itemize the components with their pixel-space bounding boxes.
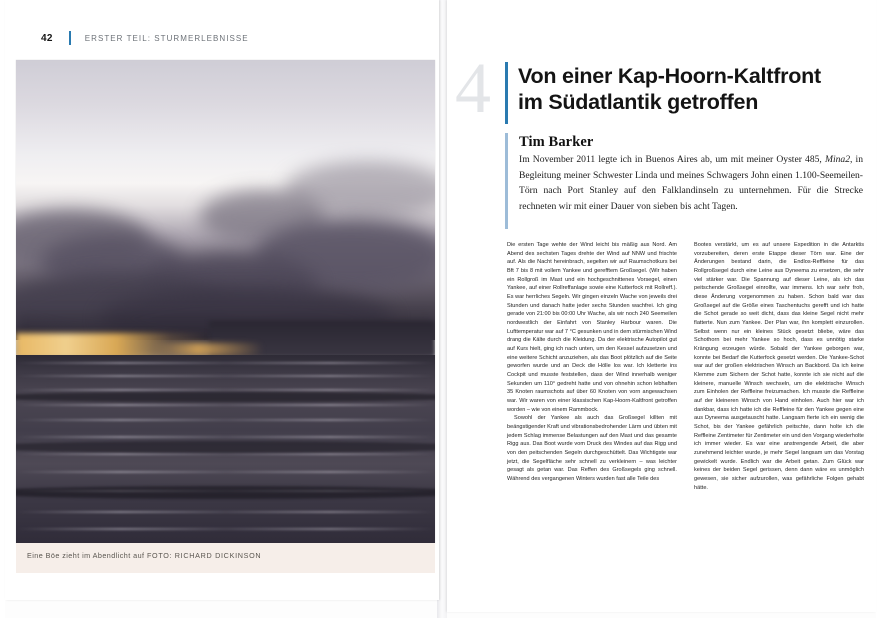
wave-sheen [16,436,435,438]
wave-sheen [16,375,435,377]
intro-rule [505,133,508,229]
photo-caption [27,551,261,560]
body-text-columns [507,241,865,561]
running-head-rule [69,31,71,45]
running-head-label: ERSTER TEIL: STURMERLEBNISSE [84,33,249,43]
chapter-title [518,64,868,116]
body-paragraph: Bootes verstärkt, um es auf unsere Expedition in die Antarktis vorzubereiten, deren erste Etappe dieser Törn war. Eine der Änderungen bestand darin, die Endlos-Reffleine für das Rollgroßsegel durch eine Leine aus Dyneema zu ersetzen, die sehr viel stärker war. Die Spannung auf dieser Leine, als ich das peitschende Großsegel einrollte, war immens. Ich war sehr froh, diese Änderung vorgenommen zu haben. Schon bald war das Großsegel auf die Größe eines Taschentuchs gerefft und ich hatte die Schot gerade so weit dicht, dass das kleine Segel nicht mehr flatterte. Nun zum Yankee. Der Plan war, ihn komplett einzurollen. Selbst wenn nur ein kleines Stück gesetzt bliebe, wäre das Schothorn bei mehr Yankee so hoch, dass es unnötig starke Krängung erzeugen würde. Sobald der Yankee geborgen war, konnte bei Bedarf die Kutterfock gesetzt werden. Die Yankee-Schot war auf der großen elektrischen Winsch an Backbord. Da ich keine Klemme zum Sichern der Schot hatte, konnte ich sie nicht auf die kleinere, manuelle Winsch wechseln, um die elektrische Winsch zum Einholen der Reffleine freizumachen. Ich musste die Reffleine auf der kleineren Winsch von Hand einholen. Auch hier war ich dankbar, dass ich hatte ich die Reffleine für den Yankee gegen eine aus Dyneema ausgetauscht hatte. Langsam fierte ich ein wenig die Schot, bis der Yankee gefährlich peitschte, dann holte ich die Reffleine Zentimeter für Zentimeter ein und den Vorgang wiederholte ich immer wieder. Es war eine anstrengende Arbeit, die aber zunehmend leichter wurde, je mehr Segel langsam um das Vorstag gewickelt wurde. Endlich war die Arbeit getan. Zum Glück war keines der beiden Segel gerissen, denn dann wäre es unmöglich gewesen, sie sicher aufzurollen, was gefährliche Folgen gehabt hätte. [694,242,864,491]
body-paragraph: Die ersten Tage wehte der Wind leicht bis mäßig aus Nord. Am Abend des sechsten Tages drehte der Wind auf NNW und frischte auf. Als die Nacht hereinbrach, segelten wir auf Raumschotkurs bei Bft 7 bis 8 mit vollem Yankee und gerefftem Großsegel. (Wir haben ein Rollgroß im Mast und ein hochgeschnittenes Vorsegel, einen Yankee, auf einer Rollreffanlage sowie eine Kutterfock mit Rollreff.). Es war herrliches Segeln. Wir gingen einzeln Wache von jeweils drei Stunden und danach hatte jeder sechs Stunden wachfrei. Ich ging gerade von 21:00 bis 00:00 Uhr Wache, als wir noch 240 Seemeilen nordwestlich der Einfahrt von Stanley Harbour waren. Die Lufttemperatur war auf 7 °C gesunken und in dem stürmischen Wind drang die Kälte durch die Kleidung. Da der elektrische Autopilot gut auf Kurs hielt, ging ich nach unten, um den Kessel aufzusetzen und eine weitere Schicht anzuziehen, als das Boot plötzlich auf die Seite geworfen wurde und an Deck die Hölle los war. Ich kletterte ins Cockpit und musste feststellen, dass der Wind innerhalb weniger Sekunden um 110° gedreht hatte und von ohnehin schon lebhaften 35 Knoten raumschots auf über 60 Knoten von vorn angewachsen war. Wir waren von einer klassischen Kap-Hoorn-Kaltfront getroffen worden – wie von einem Rammbock. [507,242,677,413]
wave-sheen [16,511,435,513]
caption-text: Eine Böe zieht im Abendlicht auf [27,551,145,560]
sheet-right-edge [876,0,881,618]
chapter-title-line-2: im Südatlantik getroffen [518,89,759,114]
chapter-photo [16,60,435,543]
wave-sheen [16,471,435,473]
page-number: 42 [41,32,53,44]
caption-credit-name: RICHARD DICKINSON [174,551,262,560]
chapter-title-line-1: Von einer Kap-Hoorn-Kaltfront [518,64,821,88]
body-column-2 [694,241,864,561]
author-name: Tim Barker [519,134,594,150]
caption-credit-label: FOTO: [146,551,173,560]
running-head [41,30,249,46]
wave-sheen [16,528,435,530]
wave-sheen [16,389,435,391]
chapter-number: 4 [455,48,491,128]
wave-trough [16,392,435,402]
left-page [5,0,439,600]
wave-sheen [16,404,435,406]
body-column-1 [507,241,677,561]
intro-paragraph: Im November 2011 legte ich in Buenos Aires ab, um mit meiner Oyster 485, Mina2, in Begleitung meiner Schwester Linda und meines Schwagers John einen 1.100-Seemeilen-Törn nach Port Stanley auf den Falklandinseln zu unternehmen. Für die Strecke rechneten wir mit einer Dauer von sieben bis acht Tagen. [519,154,863,212]
wave-trough [16,486,435,499]
wave-sheen [16,362,435,364]
wave-trough [16,441,435,453]
body-paragraph: Sowohl der Yankee als auch das Großsegel killten mit beängstigender Kraft und vibrationsbedrohender Lärm und übten mit jedem Schlag immense Belastungen auf den Mast und das gesamte Rigg aus. Das Boot wurde vom Druck des Windes auf das Rigg und von den peitschenden Segeln durchgeschüttelt. Das Wichtigste war jetzt, die Segelfläche sehr schnell zu verkleinern – was leichter gesagt als getan war. Das Reffen des Großsegels ging schnell. Während des vergangenen Winters wurden fast alle Teile des [507,415,677,483]
wave-sheen [16,419,435,421]
chapter-title-rule [505,62,508,124]
storm-sea-photo-image [16,60,435,543]
photo-sea [16,355,435,543]
